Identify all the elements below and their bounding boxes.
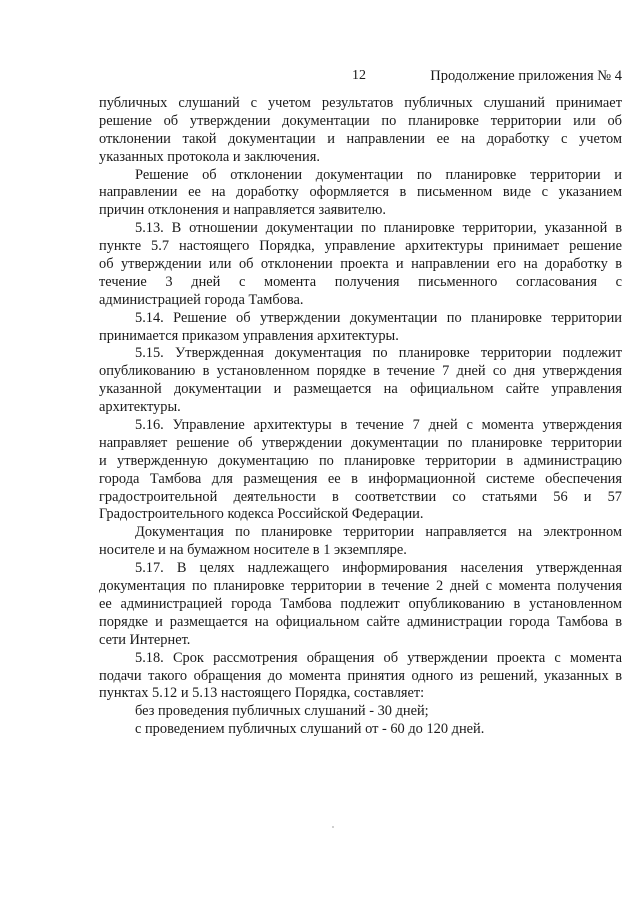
text-line: документация по планировке территории в течение 2 дней с момента получения: [99, 578, 622, 595]
text-line: указанной документации и размещается на официальном сайте управления: [99, 381, 622, 398]
text-line: 5.17. В целях надлежащего информирования населения утвержденная: [135, 560, 622, 577]
text-line: Градостроительного кодекса Российской Федерации.: [99, 506, 424, 523]
text-line: причин отклонения и направляется заявителю.: [99, 202, 386, 219]
text-line: подачи такого обращения до момента принятия одного из решений, указанных в: [99, 667, 622, 684]
text-line: без проведения публичных слушаний - 30 дней;: [135, 703, 429, 720]
text-line: администрацией города Тамбова.: [99, 291, 304, 308]
text-line: носителе и на бумажном носителе в 1 экземпляре.: [99, 542, 407, 559]
text-line: направляет решение об утверждении документации по планировке территории: [99, 434, 622, 451]
text-line: Документация по планировке территории направляется на электронном: [135, 524, 622, 541]
page-header: [0, 68, 640, 88]
text-line: 5.18. Срок рассмотрения обращения об утверждении проекта с момента: [135, 649, 622, 666]
scan-speck: [332, 826, 334, 828]
text-line: с проведением публичных слушаний от - 60 до 120 дней.: [135, 721, 485, 738]
text-line: публичных слушаний с учетом результатов публичных слушаний принимает: [99, 95, 622, 111]
text-line: города Тамбова для размещения ее в информационной системе обеспечения: [99, 470, 622, 487]
text-line: порядке и размещается на официальном сайте администрации города Тамбова в: [99, 613, 622, 630]
document-body: [99, 95, 622, 739]
text-line: отклонении такой документации и направлении ее на доработку с учетом: [99, 130, 622, 147]
text-line: принимается приказом управления архитектуры.: [99, 327, 399, 344]
page-number: 12: [352, 68, 366, 83]
text-line: 5.13. В отношении документации по планировке территории, указанной в: [135, 220, 622, 237]
text-line: архитектуры.: [99, 399, 181, 416]
text-line: 5.15. Утвержденная документация по планировке территории подлежит: [135, 345, 622, 362]
appendix-continuation-label: Продолжение приложения № 4: [430, 68, 622, 84]
text-line: 5.14. Решение об утверждении документации по планировке территории: [135, 309, 622, 326]
text-line: об утверждении или об отклонении проекта и направлении его на доработку в: [99, 256, 622, 273]
text-line: опубликованию в установленном порядке в течение 7 дней со дня утверждения: [99, 363, 622, 380]
text-line: течение 3 дней с момента получения письменного согласования с: [99, 273, 622, 290]
text-line: пункте 5.7 настоящего Порядка, управление архитектуры принимает решение: [99, 238, 622, 255]
text-line: градостроительной деятельности в соответствии со статьями 56 и 57: [99, 488, 622, 505]
text-line: и утвержденную документацию по планировке территории в администрацию: [99, 452, 622, 469]
text-line: пунктах 5.12 и 5.13 настоящего Порядка, составляет:: [99, 685, 425, 702]
text-line: 5.16. Управление архитектуры в течение 7 дней с момента утверждения: [135, 417, 622, 434]
text-line: ее администрацией города Тамбова подлежит опубликованию в установленном: [99, 595, 622, 612]
text-line: решение об утверждении документации по планировке территории или об: [99, 112, 622, 129]
text-line: указанных протокола и заключения.: [99, 148, 320, 165]
text-line: Решение об отклонении документации по планировке территории и: [135, 166, 622, 183]
text-line: направлении ее на доработку оформляется в письменном виде с указанием: [99, 184, 622, 201]
text-line: сети Интернет.: [99, 631, 191, 648]
